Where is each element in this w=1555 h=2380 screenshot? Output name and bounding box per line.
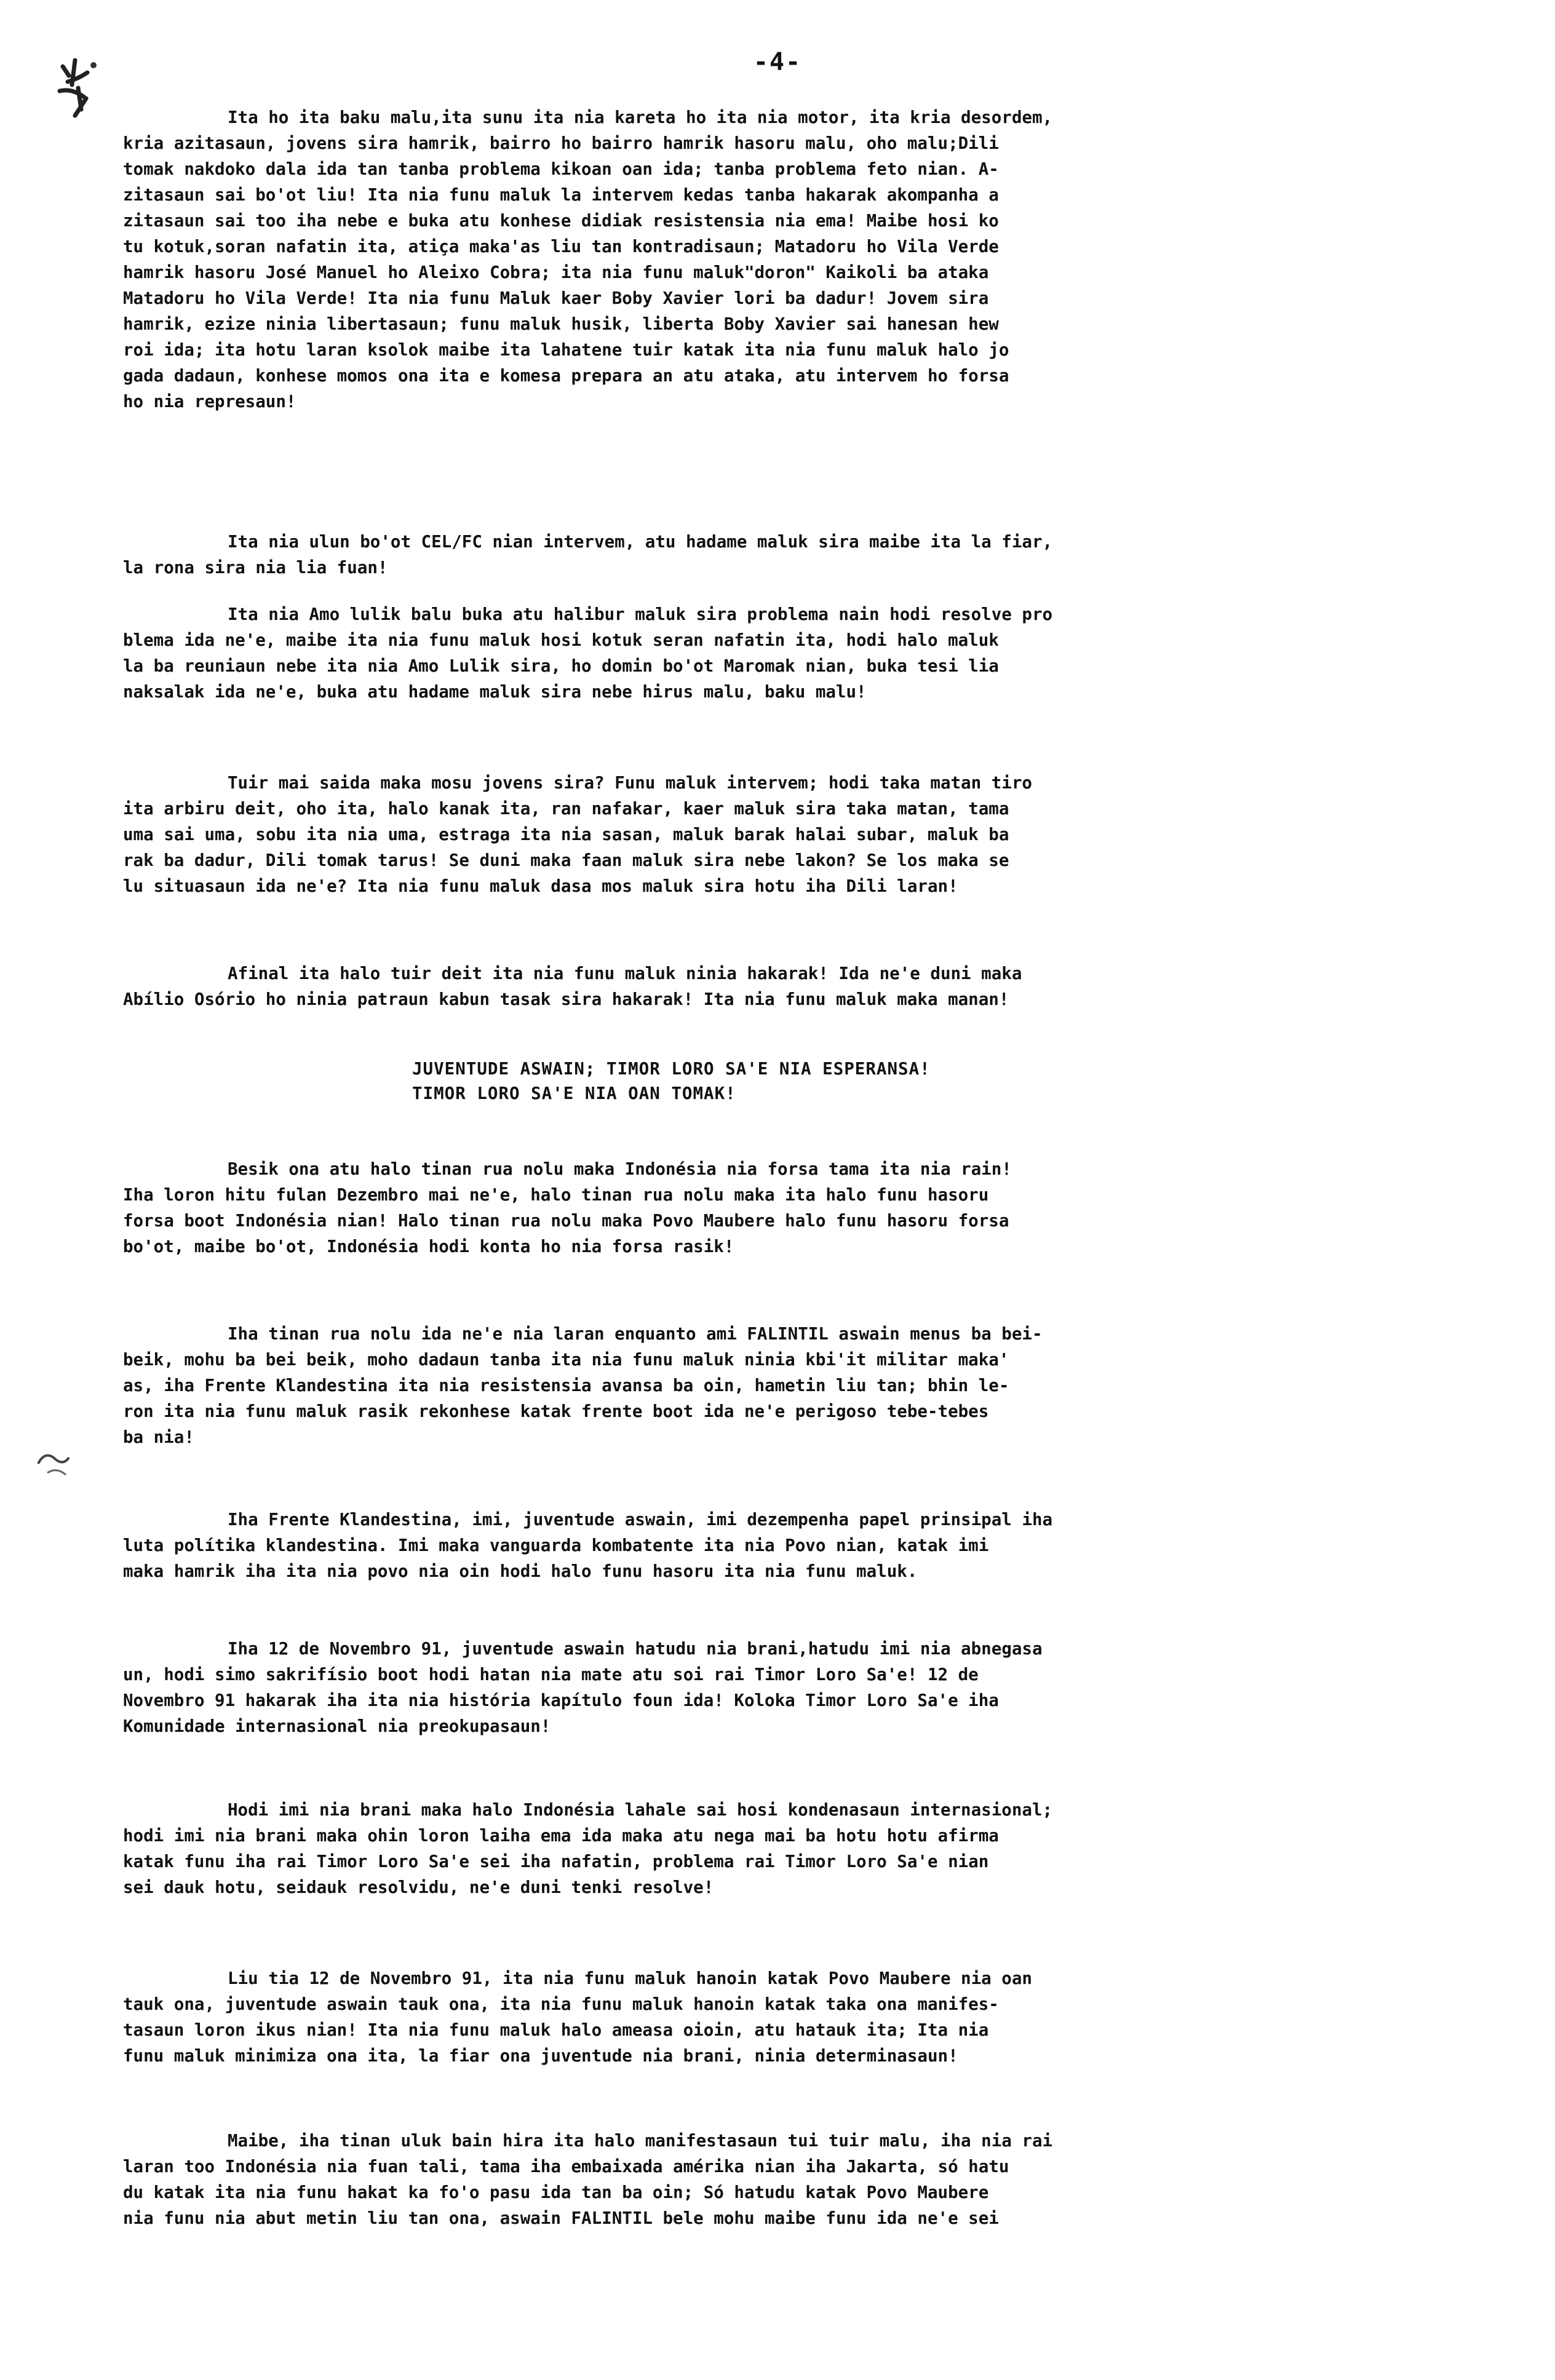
text-line: sei dauk hotu, seidauk resolvidu, ne'e duni tenki resolve! bbox=[123, 1878, 714, 1897]
text-line: Novembro 91 hakarak iha ita nia história kapítulo foun ida! Koloka Timor Loro Sa'e iha bbox=[123, 1691, 999, 1710]
text-line: zitasaun sai bo'ot liu! Ita nia funu maluk la intervem kedas tanba hakarak akompanha a bbox=[123, 185, 999, 205]
text-line: du katak ita nia funu hakat ka fo'o pasu ida tan ba oin; Só hatudu katak Povo Maubere bbox=[123, 2183, 989, 2202]
text-line: tauk ona, juventude aswain tauk ona, ita nia funu maluk hanoin katak taka ona manifes- bbox=[123, 1994, 999, 2014]
paragraph-4 bbox=[123, 770, 1452, 899]
text-line: roi ida; ita hotu laran ksolok maibe ita lahatene tuir katak ita nia funu maluk halo jo bbox=[123, 340, 1009, 360]
text-line: la ba reuniaun nebe ita nia Amo Lulik sira, ho domin bo'ot Maromak nian, buka tesi lia bbox=[123, 656, 999, 676]
text-line: rak ba dadur, Dili tomak tarus! Se duni maka faan maluk sira nebe lakon? Se los maka se bbox=[123, 851, 1009, 870]
text-line: un, hodi simo sakrifísio boot hodi hatan nia mate atu soi rai Timor Loro Sa'e! 12 de bbox=[123, 1665, 979, 1684]
text-line: maka hamrik iha ita nia povo nia oin hodi halo funu hasoru ita nia funu maluk. bbox=[123, 1561, 918, 1581]
punch-hole-mark bbox=[32, 1439, 75, 1482]
text-line: Ita nia Amo lulik balu buka atu halibur maluk sira problema nain hodi resolve pro bbox=[228, 605, 1053, 624]
text-line: lu situasaun ida ne'e? Ita nia funu maluk dasa mos maluk sira hotu iha Dili laran! bbox=[123, 876, 958, 896]
text-line: kria azitasaun, jovens sira hamrik, bairro ho bairro hamrik hasoru malu, oho malu;Dili bbox=[123, 133, 999, 153]
text-line: as, iha Frente Klandestina ita nia resistensia avansa ba oin, hametin liu tan; bhin le- bbox=[123, 1376, 1009, 1395]
text-line: hamrik, ezize ninia libertasaun; funu maluk husik, liberta Boby Xavier sai hanesan hew bbox=[123, 314, 999, 334]
paragraph-1 bbox=[123, 105, 1452, 415]
paragraph-12 bbox=[123, 2128, 1452, 2231]
text-line: Hodi imi nia brani maka halo Indonésia lahale sai hosi kondenasaun internasional; bbox=[228, 1800, 1053, 1820]
text-line: gada dadaun, konhese momos ona ita e komesa prepara an atu ataka, atu intervem ho forsa bbox=[123, 366, 1009, 386]
paragraph-9 bbox=[123, 1636, 1452, 1739]
text-line: bo'ot, maibe bo'ot, Indonésia hodi konta ho nia forsa rasik! bbox=[123, 1237, 734, 1256]
text-line: Iha 12 de Novembro 91, juventude aswain hatudu nia brani,hatudu imi nia abnegasa bbox=[228, 1639, 1043, 1659]
text-line: Abílio Osório ho ninia patraun kabun tasak sira hakarak! Ita nia funu maluk maka manan! bbox=[123, 990, 1009, 1009]
text-line: uma sai uma, sobu ita nia uma, estraga ita nia sasan, maluk barak halai subar, maluk ba bbox=[123, 825, 1009, 844]
heading-line: TIMOR LORO SA'E NIA OAN TOMAK! bbox=[412, 1084, 736, 1103]
paragraph-2 bbox=[123, 529, 1452, 581]
text-line: Matadoru ho Vila Verde! Ita nia funu Maluk kaer Boby Xavier lori ba dadur! Jovem sira bbox=[123, 288, 989, 308]
text-line: Besik ona atu halo tinan rua nolu maka Indonésia nia forsa tama ita nia rain! bbox=[228, 1159, 1012, 1179]
text-line: funu maluk minimiza ona ita, la fiar ona juventude nia brani, ninia determinasaun! bbox=[123, 2046, 958, 2066]
text-line: ita arbiru deit, oho ita, halo kanak ita, ran nafakar, kaer maluk sira taka matan, tama bbox=[123, 799, 1009, 819]
paragraph-8 bbox=[123, 1507, 1452, 1584]
paragraph-6 bbox=[123, 1156, 1452, 1259]
text-line: laran too Indonésia nia fuan tali, tama iha embaixada amérika nian iha Jakarta, só hatu bbox=[123, 2157, 1009, 2176]
text-line: katak funu iha rai Timor Loro Sa'e sei iha nafatin, problema rai Timor Loro Sa'e nian bbox=[123, 1852, 989, 1871]
text-line: Ita ho ita baku malu,ita sunu ita nia kareta ho ita nia motor, ita kria desordem, bbox=[228, 108, 1053, 127]
text-line: ron ita nia funu maluk rasik rekonhese katak frente boot ida ne'e perigoso tebe-tebes bbox=[123, 1402, 989, 1421]
text-line: Iha loron hitu fulan Dezembro mai ne'e, halo tinan rua nolu maka ita halo funu hasoru bbox=[123, 1185, 989, 1205]
text-line: forsa boot Indonésia nian! Halo tinan rua nolu maka Povo Maubere halo funu hasoru forsa bbox=[123, 1211, 1009, 1231]
text-line: ba nia! bbox=[123, 1427, 194, 1447]
paragraph-7 bbox=[123, 1321, 1452, 1450]
text-line: blema ida ne'e, maibe ita nia funu maluk hosi kotuk seran nafatin ita, hodi halo maluk bbox=[123, 630, 999, 650]
text-line: hodi imi nia brani maka ohin loron laiha ema ida maka atu nega mai ba hotu hotu afirma bbox=[123, 1826, 999, 1846]
text-line: luta polítika klandestina. Imi maka vanguarda kombatente ita nia Povo nian, katak imi bbox=[123, 1536, 989, 1555]
text-line: tasaun loron ikus nian! Ita nia funu maluk halo ameasa oioin, atu hatauk ita; Ita nia bbox=[123, 2020, 989, 2040]
text-line: Komunidade internasional nia preokupasaun! bbox=[123, 1716, 551, 1736]
text-line: Tuir mai saida maka mosu jovens sira? Funu maluk intervem; hodi taka matan tiro bbox=[228, 773, 1032, 793]
text-line: hamrik hasoru José Manuel ho Aleixo Cobra; ita nia funu maluk"doron" Kaikoli ba ataka bbox=[123, 263, 989, 282]
text-line: tomak nakdoko dala ida tan tanba problema kikoan oan ida; tanba problema feto nian. A- bbox=[123, 159, 999, 179]
paragraph-5 bbox=[123, 961, 1452, 1012]
section-heading bbox=[123, 1057, 1452, 1106]
text-line: Iha Frente Klandestina, imi, juventude aswain, imi dezempenha papel prinsipal iha bbox=[228, 1510, 1053, 1529]
text-line: naksalak ida ne'e, buka atu hadame maluk sira nebe hirus malu, baku malu! bbox=[123, 682, 867, 702]
text-line: ho nia represaun! bbox=[123, 392, 296, 411]
text-line: tu kotuk,soran nafatin ita, atiça maka'as liu tan kontradisaun; Matadoru ho Vila Verde bbox=[123, 237, 999, 256]
heading-line: JUVENTUDE ASWAIN; TIMOR LORO SA'E NIA ESPERANSA! bbox=[412, 1059, 931, 1079]
text-line: la rona sira nia lia fuan! bbox=[123, 558, 388, 577]
text-line: Iha tinan rua nolu ida ne'e nia laran enquanto ami FALINTIL aswain menus ba bei- bbox=[228, 1324, 1043, 1344]
text-line: beik, mohu ba bei beik, moho dadaun tanba ita nia funu maluk ninia kbi'it militar maka' bbox=[123, 1350, 1009, 1370]
page-number: -4- bbox=[753, 48, 802, 76]
paragraph-10 bbox=[123, 1797, 1452, 1900]
text-line: Liu tia 12 de Novembro 91, ita nia funu maluk hanoin katak Povo Maubere nia oan bbox=[228, 1969, 1032, 1988]
text-line: nia funu nia abut metin liu tan ona, aswain FALINTIL bele mohu maibe funu ida ne'e sei bbox=[123, 2208, 999, 2228]
text-line: zitasaun sai too iha nebe e buka atu konhese didiak resistensia nia ema! Maibe hosi ko bbox=[123, 211, 999, 231]
paragraph-11 bbox=[123, 1965, 1452, 2069]
text-line: Ita nia ulun bo'ot CEL/FC nian intervem, atu hadame maluk sira maibe ita la fiar, bbox=[228, 532, 1053, 552]
text-line: Afinal ita halo tuir deit ita nia funu maluk ninia hakarak! Ida ne'e duni maka bbox=[228, 964, 1022, 983]
text-line: Maibe, iha tinan uluk bain hira ita halo manifestasaun tui tuir malu, iha nia rai bbox=[228, 2131, 1053, 2151]
paragraph-3 bbox=[123, 601, 1452, 705]
